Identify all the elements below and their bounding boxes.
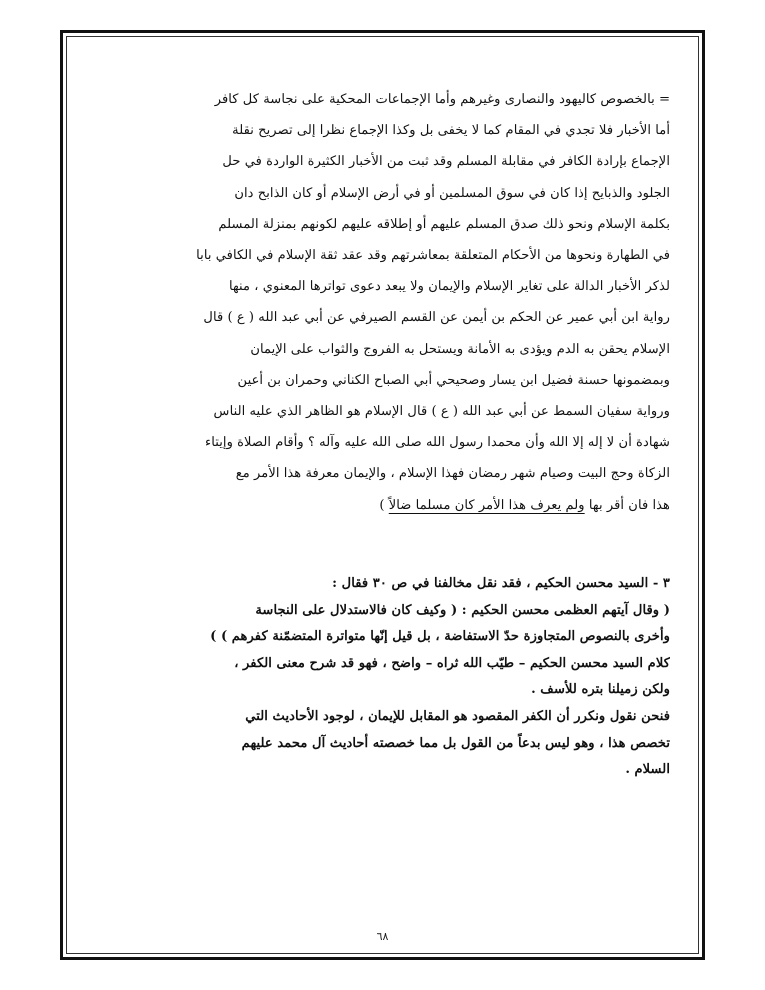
text-line: السلام .: [625, 762, 670, 778]
text-line: في الطهارة ونحوها من الأحكام المتعلقة بمعاشرتهم وقد عقد ثقة الإسلام في الكافي بابا: [196, 248, 670, 264]
text-line: الإجماع بإرادة الكافر في مقابلة المسلم وقد ثبت من الأخبار الكثيرة الواردة في حل: [222, 154, 670, 170]
section-heading: ٣ - السيد محسن الحكيم ، فقد نقل مخالفنا في ص ٣٠ فقال :: [332, 576, 670, 591]
text-line: أما الأخبار فلا تجدي في المقام كما لا يخفى بل وكذا الإجماع نظرا إلى تصريح نقلة: [232, 123, 670, 139]
closing-paren: ): [379, 497, 389, 513]
text-line: كلام السيد محسن الحكيم – طيّب الله ثراه – واضح ، فهو قد شرح معنى الكفر ،: [234, 655, 670, 671]
text-line: الجلود والذبايح إذا كان في سوق المسلمين أو في أرض الإسلام أو كان الذابح دان: [234, 185, 670, 201]
text-line: لذكر الأخبار الدالة على تغاير الإسلام والإيمان ولا يبعد دعوى تواترها المعنوي ، منها: [228, 279, 670, 295]
text-line: وأخرى بالنصوص المتجاوزة حدّ الاستفاضة ، بل قيل إنّها متواترة المتضمّنة كفرهم ) ): [210, 629, 670, 645]
page-number: ٦٨: [376, 930, 389, 943]
paragraph-quote: [128, 84, 670, 521]
text-line: وبمضمونها حسنة فضيل ابن يسار وصحيحي أبي الصباح الكناني وحمران بن أعين: [237, 372, 670, 388]
text-line: شهادة أن لا إله إلا الله وأن محمدا رسول الله صلى الله عليه وآله ؟ وأقام الصلاة وإيتاء: [205, 435, 670, 451]
text-line: الزكاة وحج البيت وصيام شهر رمضان فهذا الإسلام ، والإيمان معرفة هذا الأمر مع: [235, 466, 670, 482]
text-plain: هذا فان أقر بها: [584, 497, 670, 513]
text-line: ولكن زميلنا بتره للأسف .: [531, 682, 670, 698]
text-line: الإسلام يحقن به الدم ويؤدى به الأمانة ويستحل به الفروج والثواب على الإيمان: [250, 341, 670, 357]
text-line: تخصص هذا ، وهو ليس بدعاً من القول بل مما خصصته أحاديث آل محمد عليهم: [241, 735, 670, 751]
underlined-text: ولم يعرف هذا الأمر كان مسلما ضالاً: [388, 497, 585, 513]
text-line: فنحن نقول ونكرر أن الكفر المقصود هو المقابل للإيمان ، لوجود الأحاديث التي: [245, 708, 670, 724]
text-line: رواية ابن أبي عمير عن الحكم بن أيمن عن القسم الصيرفي عن أبي عبد الله ( ع ) قال: [203, 310, 670, 326]
text-line: ( وقال آيتهم العظمى محسن الحكيم : ( وكيف كان فالاستدلال على النجاسة: [255, 602, 670, 618]
text-line: بكلمة الإسلام ونحو ذلك صدق المسلم عليهم أو إطلاقه عليهم لكونهم بمنزلة المسلم: [218, 216, 670, 232]
text-line-last: [128, 490, 670, 521]
paragraph-response: [128, 571, 670, 784]
text-line: ورواية سفيان السمط عن أبي عبد الله ( ع ) قال الإسلام هو الظاهر الذي عليه الناس: [213, 404, 670, 420]
text-line: = بالخصوص كاليهود والنصارى وغيرهم وأما الإجماعات المحكية على نجاسة كل كافر: [214, 92, 670, 107]
